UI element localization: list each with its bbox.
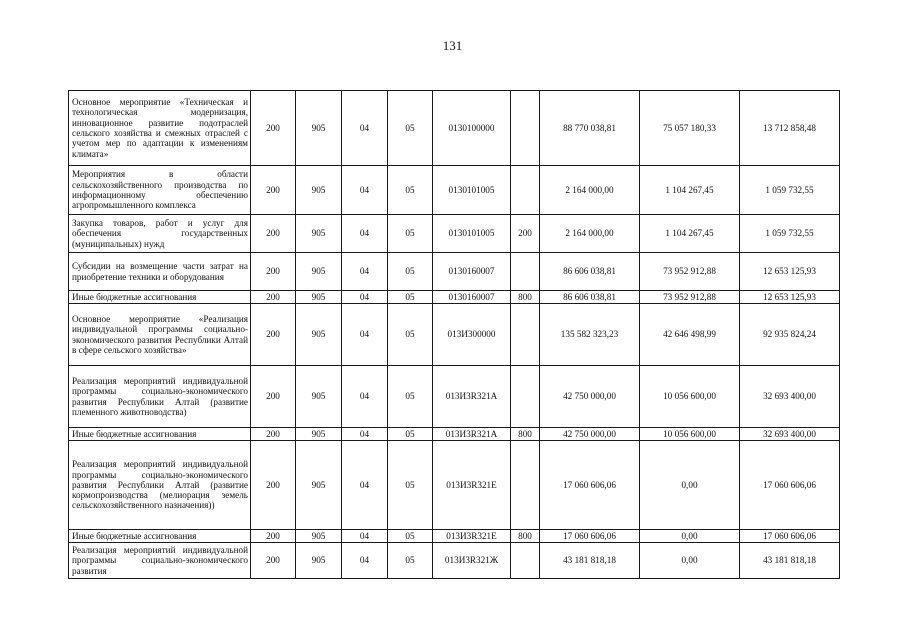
table-row: [69, 91, 840, 166]
table-row: [69, 428, 840, 441]
cell-v1: 2 164 000,00: [540, 215, 640, 253]
cell-b: 905: [296, 215, 342, 253]
cell-c: 04: [342, 428, 388, 441]
cell-v1: 2 164 000,00: [540, 166, 640, 215]
cell-v2: 0,00: [640, 441, 740, 530]
cell-code: 0130101005: [433, 215, 511, 253]
cell-c: 04: [342, 366, 388, 428]
cell-type: [511, 91, 540, 166]
cell-v1: 86 606 038,81: [540, 291, 640, 304]
cell-d: 05: [388, 543, 433, 579]
cell-b: 905: [296, 428, 342, 441]
cell-type: [511, 304, 540, 366]
cell-v3: 13 712 858,48: [740, 91, 840, 166]
cell-type: 800: [511, 530, 540, 543]
cell-v1: 17 060 606,06: [540, 441, 640, 530]
table-row: [69, 543, 840, 579]
cell-a: 200: [251, 530, 296, 543]
cell-v2: 42 646 498,99: [640, 304, 740, 366]
cell-c: 04: [342, 253, 388, 291]
cell-v2: 1 104 267,45: [640, 166, 740, 215]
cell-c: 04: [342, 543, 388, 579]
table-row: [69, 166, 840, 215]
cell-v3: 17 060 606,06: [740, 441, 840, 530]
cell-code: 013И300000: [433, 304, 511, 366]
cell-type: 800: [511, 428, 540, 441]
cell-c: 04: [342, 441, 388, 530]
cell-v3: 92 935 824,24: [740, 304, 840, 366]
cell-v2: 73 952 912,88: [640, 253, 740, 291]
row-name: Реализация мероприятий индивидуальной программы социально-экономического развития Республики Алтай (развитие племенного животноводства): [69, 366, 251, 428]
budget-table: [68, 90, 840, 579]
cell-d: 05: [388, 428, 433, 441]
cell-code: 013И3R321Ж: [433, 543, 511, 579]
row-name: Закупка товаров, работ и услуг для обеспечения государственных (муниципальных) нужд: [69, 215, 251, 253]
cell-code: 013И3R321Е: [433, 530, 511, 543]
table-row: [69, 366, 840, 428]
cell-v1: 86 606 038,81: [540, 253, 640, 291]
cell-a: 200: [251, 543, 296, 579]
cell-v3: 17 060 606,06: [740, 530, 840, 543]
cell-b: 905: [296, 304, 342, 366]
row-name: Мероприятия в области сельскохозяйственного производства по информационному обеспечению агропромышленного комплекса: [69, 166, 251, 215]
table-row: [69, 441, 840, 530]
cell-a: 200: [251, 428, 296, 441]
cell-d: 05: [388, 366, 433, 428]
cell-a: 200: [251, 291, 296, 304]
row-name: Иные бюджетные ассигнования: [69, 291, 251, 304]
cell-v1: 135 582 323,23: [540, 304, 640, 366]
cell-c: 04: [342, 530, 388, 543]
row-name: Реализация мероприятий индивидуальной программы социально-экономического развития Республики Алтай (развитие кормопроизводства (мелиорация земель сельскохозяйственного назначения)): [69, 441, 251, 530]
cell-d: 05: [388, 253, 433, 291]
cell-v1: 88 770 038,81: [540, 91, 640, 166]
cell-a: 200: [251, 304, 296, 366]
cell-v2: 0,00: [640, 530, 740, 543]
row-name: Основное мероприятие «Реализация индивидуальной программы социально-экономического развития Республики Алтай в сфере сельского хозяйства»: [69, 304, 251, 366]
cell-v1: 42 750 000,00: [540, 428, 640, 441]
cell-b: 905: [296, 530, 342, 543]
cell-code: 013И3R321A: [433, 428, 511, 441]
row-name: Основное мероприятие «Техническая и технологическая модернизация, инновационное развитие подотраслей сельского хозяйства и смежных отраслей с учетом мер по адаптации к изменениям климата»: [69, 91, 251, 166]
cell-v2: 10 056 600,00: [640, 366, 740, 428]
row-name: Реализация мероприятий индивидуальной программы социально-экономического развития: [69, 543, 251, 579]
cell-type: [511, 543, 540, 579]
cell-d: 05: [388, 530, 433, 543]
cell-type: [511, 253, 540, 291]
cell-code: 0130160007: [433, 253, 511, 291]
cell-v2: 75 057 180,33: [640, 91, 740, 166]
page-number: 131: [442, 38, 463, 53]
cell-b: 905: [296, 166, 342, 215]
table-row: [69, 215, 840, 253]
cell-type: [511, 166, 540, 215]
row-name: Иные бюджетные ассигнования: [69, 530, 251, 543]
table-row: [69, 530, 840, 543]
table-row: [69, 304, 840, 366]
cell-v3: 1 059 732,55: [740, 166, 840, 215]
cell-d: 05: [388, 215, 433, 253]
cell-c: 04: [342, 291, 388, 304]
cell-v2: 1 104 267,45: [640, 215, 740, 253]
cell-c: 04: [342, 215, 388, 253]
cell-v2: 73 952 912,88: [640, 291, 740, 304]
cell-code: 013И3R321A: [433, 366, 511, 428]
row-name: Иные бюджетные ассигнования: [69, 428, 251, 441]
cell-v1: 42 750 000,00: [540, 366, 640, 428]
cell-a: 200: [251, 441, 296, 530]
cell-d: 05: [388, 166, 433, 215]
cell-code: 0130101005: [433, 166, 511, 215]
row-name: Субсидии на возмещение части затрат на приобретение техники и оборудования: [69, 253, 251, 291]
cell-b: 905: [296, 366, 342, 428]
cell-v2: 0,00: [640, 543, 740, 579]
cell-type: 800: [511, 291, 540, 304]
cell-v3: 1 059 732,55: [740, 215, 840, 253]
cell-c: 04: [342, 166, 388, 215]
cell-v3: 12 653 125,93: [740, 253, 840, 291]
cell-d: 05: [388, 304, 433, 366]
cell-a: 200: [251, 366, 296, 428]
cell-v3: 43 181 818,18: [740, 543, 840, 579]
cell-v1: 43 181 818,18: [540, 543, 640, 579]
cell-c: 04: [342, 304, 388, 366]
table-row: [69, 291, 840, 304]
cell-a: 200: [251, 215, 296, 253]
cell-d: 05: [388, 91, 433, 166]
cell-d: 05: [388, 291, 433, 304]
cell-b: 905: [296, 253, 342, 291]
cell-b: 905: [296, 291, 342, 304]
cell-type: [511, 366, 540, 428]
table-row: [69, 253, 840, 291]
cell-v3: 12 653 125,93: [740, 291, 840, 304]
cell-d: 05: [388, 441, 433, 530]
cell-b: 905: [296, 91, 342, 166]
cell-b: 905: [296, 543, 342, 579]
cell-v2: 10 056 600,00: [640, 428, 740, 441]
cell-code: 0130160007: [433, 291, 511, 304]
cell-a: 200: [251, 91, 296, 166]
cell-type: [511, 441, 540, 530]
cell-c: 04: [342, 91, 388, 166]
cell-b: 905: [296, 441, 342, 530]
cell-v1: 17 060 606,06: [540, 530, 640, 543]
cell-code: 013И3R321Е: [433, 441, 511, 530]
cell-v3: 32 693 400,00: [740, 428, 840, 441]
cell-a: 200: [251, 166, 296, 215]
cell-a: 200: [251, 253, 296, 291]
cell-code: 0130100000: [433, 91, 511, 166]
cell-type: 200: [511, 215, 540, 253]
cell-v3: 32 693 400,00: [740, 366, 840, 428]
